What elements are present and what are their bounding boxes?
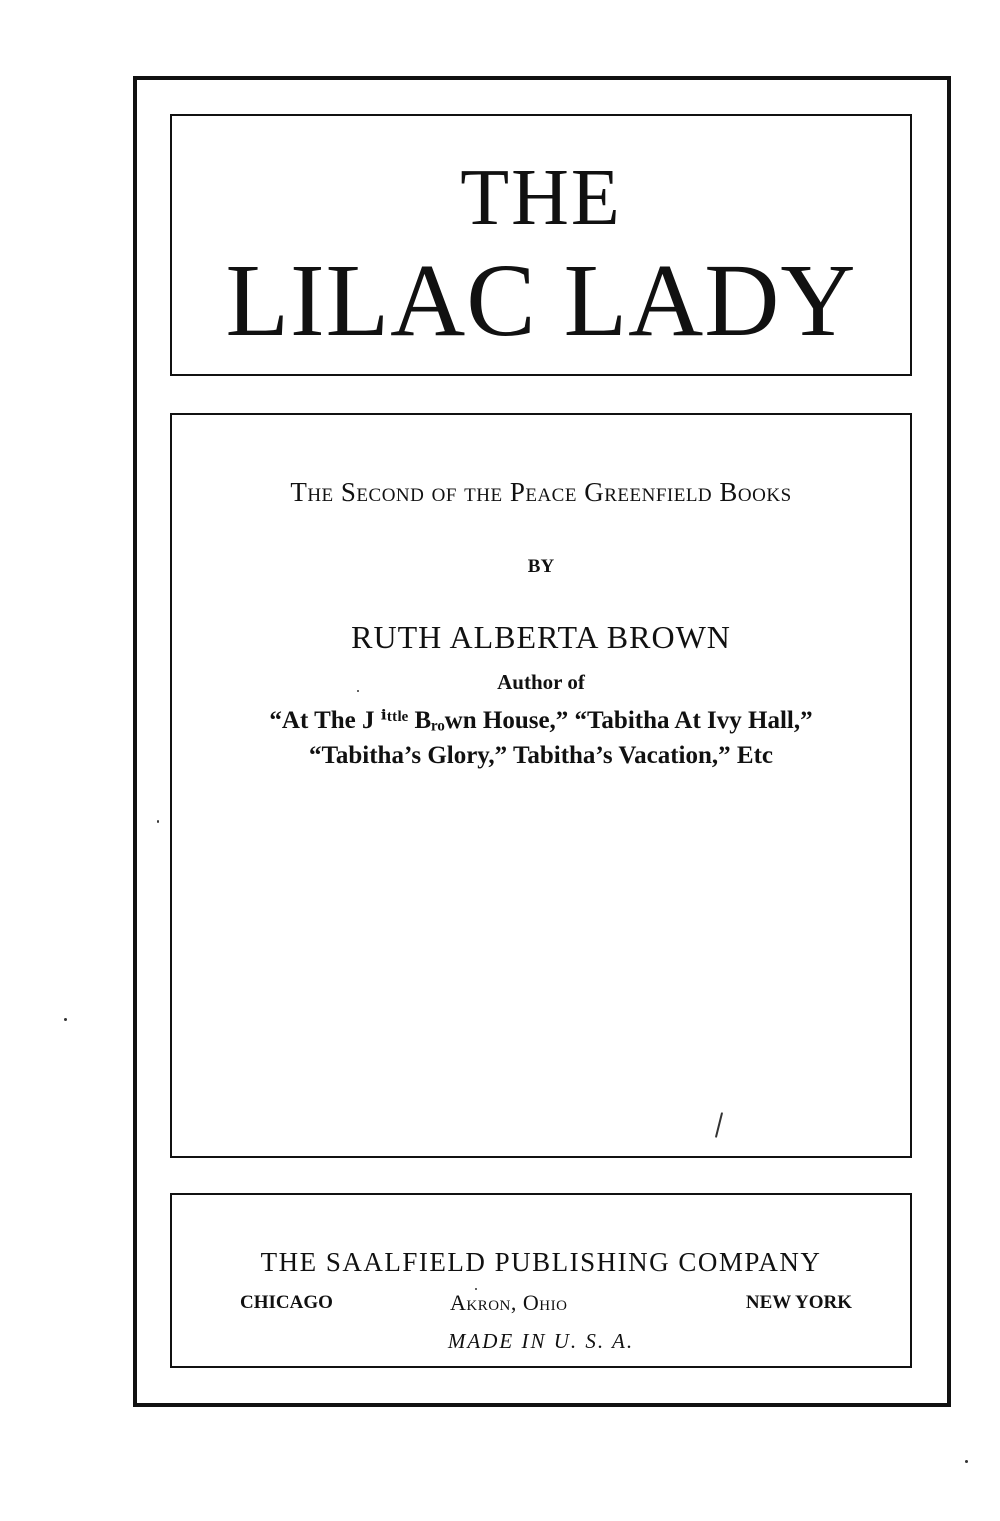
- by-label: BY: [527, 556, 555, 577]
- scan-speck: [64, 1018, 67, 1021]
- publisher-name: THE SAALFIELD PUBLISHING COMPANY: [260, 1247, 822, 1277]
- title-line-1: THE: [460, 154, 622, 242]
- series-line: The Second of the Peace Greenfield Books: [290, 477, 792, 507]
- scan-speck: [475, 1288, 477, 1290]
- publisher-cities: [240, 1287, 852, 1319]
- author-box: [170, 413, 912, 1158]
- works-line-1: “At The J ⁱᵗᵗˡᵉ Bᵣₒwn House,” “Tabitha At Ivy Hall,”: [269, 707, 813, 734]
- scan-speck: [357, 690, 359, 692]
- scan-speck: [157, 820, 159, 823]
- city-new-york: NEW YORK: [745, 1292, 852, 1313]
- author-of-label: Author of: [497, 670, 585, 694]
- title-line-2: LILAC LADY: [225, 243, 857, 358]
- scan-speck: [965, 1460, 968, 1463]
- works-line-2: “Tabitha’s Glory,” Tabitha’s Vacation,” Etc: [308, 742, 773, 769]
- made-in-label: MADE IN U. S. A.: [447, 1329, 635, 1353]
- author-name: RUTH ALBERTA BROWN: [351, 619, 731, 655]
- city-akron: Akron, Ohio: [450, 1290, 568, 1315]
- city-chicago: CHICAGO: [240, 1292, 333, 1313]
